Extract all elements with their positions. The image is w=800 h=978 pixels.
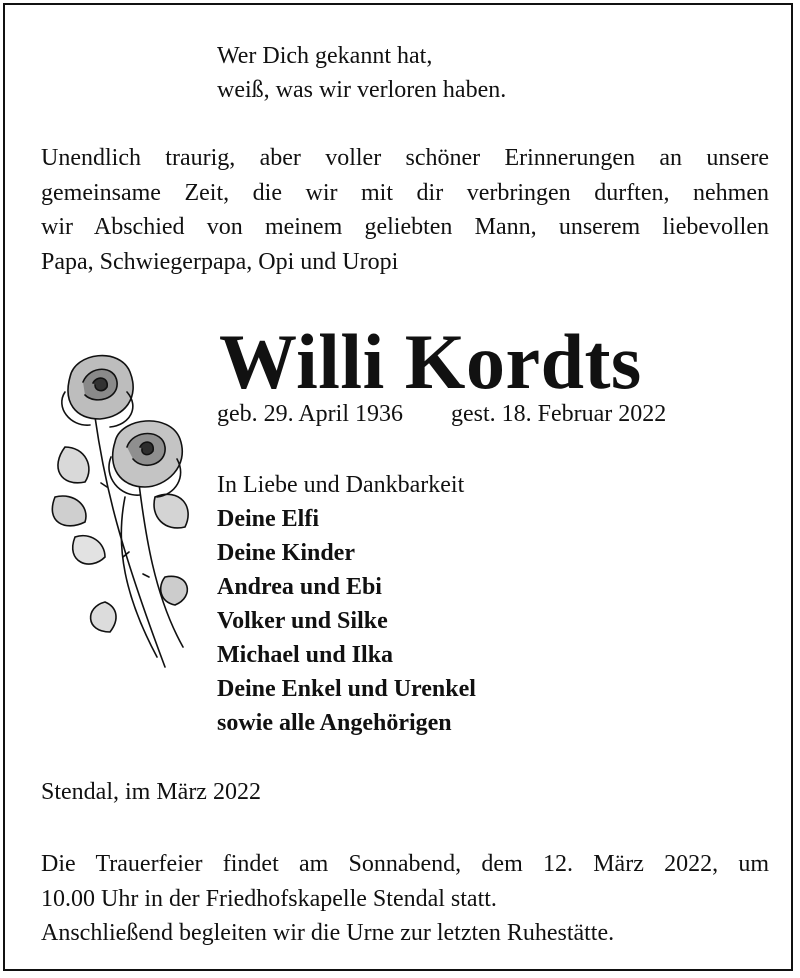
mourner-name: Deine Kinder	[217, 540, 355, 566]
opening-quote	[217, 39, 506, 107]
funeral-line: Anschließend begleiten wir die Urne zur letzten Ruhestätte.	[41, 920, 615, 946]
deceased-name: Willi Kordts	[219, 318, 642, 405]
intro-line: Unendlich traurig, aber voller schöner Erinnerungen an unsere	[41, 145, 769, 171]
life-dates	[217, 397, 666, 431]
mourners-block	[217, 468, 476, 740]
mourner-name: sowie alle Angehörigen	[217, 710, 452, 736]
mourner-name: Volker und Silke	[217, 608, 388, 634]
funeral-line: Die Trauerfeier findet am Sonnabend, dem 12. März 2022, um	[41, 851, 769, 877]
death-date: gest. 18. Februar 2022	[451, 401, 667, 427]
mourners-heading: In Liebe und Dankbarkeit	[217, 472, 465, 498]
mourner-name: Michael und Ilka	[217, 642, 394, 668]
funeral-info	[41, 847, 769, 951]
intro-line: gemeinsame Zeit, die wir mit dir verbringen durften, nehmen	[41, 179, 769, 206]
roses-icon	[45, 347, 205, 683]
mourner-name: Deine Enkel und Urenkel	[217, 676, 476, 702]
quote-line: Wer Dich gekannt hat,	[217, 43, 433, 69]
mourner-name: Deine Elfi	[217, 506, 319, 532]
intro-paragraph	[41, 141, 769, 279]
funeral-line: 10.00 Uhr in der Friedhofskapelle Stendal statt.	[41, 885, 497, 912]
intro-line: wir Abschied von meinem geliebten Mann, unserem liebevollen	[41, 214, 769, 240]
obituary-notice	[3, 3, 793, 971]
intro-line: Papa, Schwiegerpapa, Opi und Uropi	[41, 248, 399, 275]
quote-line: weiß, was wir verloren haben.	[217, 77, 507, 103]
mourner-name: Andrea und Ebi	[217, 574, 382, 600]
birth-date: geb. 29. April 1936	[217, 401, 403, 427]
place-date: Stendal, im März 2022	[41, 779, 261, 805]
